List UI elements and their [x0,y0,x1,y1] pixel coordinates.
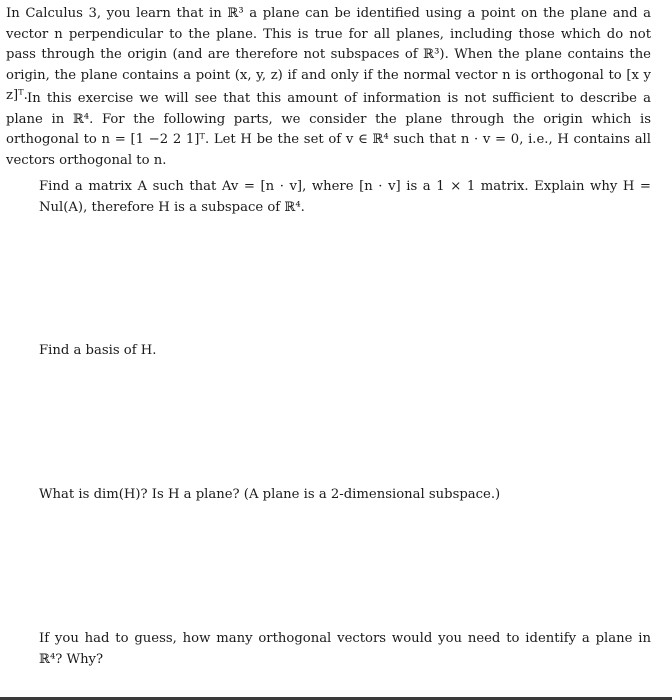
question-1: Find a matrix A such that Av = [n · v], where [n · v] is a 1 × 1 matrix. Explain why H = Nul(A), therefore H is a subspace of ℝ⁴. [39,179,651,215]
question-4: If you had to guess, how many orthogonal vectors would you need to identify a plane in ℝ⁴? Why? [39,631,651,667]
setup-paragraph: In this exercise we will see that this amount of information is not sufficient to describe a plane in ℝ⁴. For the following parts, we consider the plane through the origin which is orthogonal to n = [1 −2 2 1]ᵀ. Let H be the set of v ∈ ℝ⁴ such that n · v = 0, i.e., H contains all vectors orthogonal to n. [6,91,651,168]
question-3: What is dim(H)? Is H a plane? (A plane is a 2-dimensional subspace.) [39,487,501,502]
question-2: Find a basis of H. [39,343,157,358]
intro-paragraph: In Calculus 3, you learn that in ℝ³ a plane can be identified using a point on the plane and a vector n perpendicular to the plane. This is true for all planes, including those which do not pass through the origin (and are therefore not subspaces of ℝ³). When the plane contains the origin, the plane contains a point (x, y, z) if and only if the normal vector n is orthogonal to [x y z]ᵀ. [6,6,651,103]
